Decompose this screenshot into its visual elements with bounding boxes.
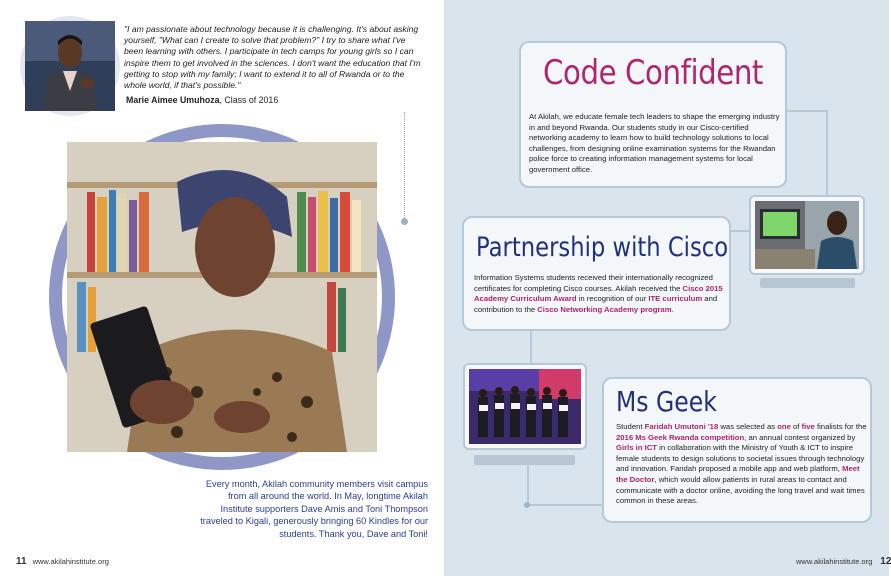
featured-photo-ring [49, 124, 395, 470]
computer-lab-photo-frame [749, 195, 865, 275]
code-confident-card [519, 41, 787, 188]
connector-line [826, 110, 828, 196]
page-number-left: 11 [16, 556, 27, 567]
quote-author [126, 95, 278, 105]
ms-geek-card [602, 377, 872, 523]
connector-line [787, 110, 827, 112]
connector-line [404, 112, 405, 222]
competition-highlight: 2016 Ms Geek Rwanda competition [616, 432, 745, 442]
connector-line [527, 465, 529, 505]
photo-caption-bar [760, 278, 855, 288]
girls-in-ict-highlight: Girls in ICT [616, 443, 658, 453]
left-footer [16, 556, 109, 567]
footer-url-right[interactable]: www.akilahinstitute.org [796, 557, 873, 566]
photo-caption-bar [474, 455, 575, 465]
code-confident-body: At Akilah, we educate female tech leaders to shape the emerging industry in and beyond Rwanda. Our students study in our Cisco-certified networking academy to learn how to build technology solutions to local challenges, from designing online examination systems for the Rwandan police force to creating information management systems for local government office. [529, 112, 780, 174]
cisco-title: Partnership with Cisco [476, 232, 729, 263]
connector-line [530, 331, 532, 363]
page-number-right: 12 [880, 556, 891, 567]
right-footer [796, 556, 891, 567]
ms-geek-finalists-photo-frame [463, 363, 587, 450]
footer-url-left[interactable]: www.akilahinstitute.org [32, 557, 109, 566]
ms-geek-title: Ms Geek [616, 385, 717, 418]
woman-reading-kindle-photo [67, 142, 377, 452]
connector-dot [401, 218, 408, 225]
cisco-award-highlight: Cisco 2015 Academy Curriculum Award [474, 283, 723, 304]
cisco-body: Information Systems students received their internationally recognized certificates for completing Cisco courses. Akilah received the Cisco 2015 Academy Curriculum Award in recognition of our ITE curriculum and contribution to the Cisco Networking Academy program. [474, 273, 723, 314]
cisco-partnership-card [462, 216, 731, 331]
connector-line [731, 230, 749, 232]
ms-geek-body: Student Faridah Umutoni '18 was selected as one of five finalists for the 2016 Ms Geek Rwanda competition, an annual contest organized by Girls in ICT in collaboration with the Ministry of Youth & ICT to inspire female students to design solutions to societal issues through technology and innovation. Faridah proposed a mobile app and web platform, Meet the Doctor, which would allow patients in rural areas to contact and communicate with a doctor online, avoiding the long travel and wait times common in these areas. [616, 422, 867, 506]
connector-line [527, 504, 602, 506]
ms-geek-finalists-photo [469, 369, 581, 444]
quote-author-class: , Class of 2016 [219, 95, 279, 105]
kindle-caption: Every month, Akilah community members visit campus from all around the world. In May, longtime Akilah Institute supporters Dave Amis and Toni Thompson traveled to Kigali, generously bringing 60 Kindles for our students. Thank you, Dave and Toni! [200, 479, 428, 539]
cisco-academy-highlight: Cisco Networking Academy program [537, 304, 672, 314]
meet-the-doctor-highlight: Meet the Doctor [616, 464, 860, 484]
connector-dot [524, 502, 530, 508]
code-confident-title: Code Confident [543, 53, 763, 93]
left-page [0, 0, 444, 576]
quote-author-name: Marie Aimee Umuhoza [126, 95, 220, 105]
computer-lab-photo [755, 201, 859, 269]
student-quote: "I am passionate about technology because it is challenging. It's about asking yourself, "What can I create to solve that problem?" I try to share what I've been learning with others. I participate in tech camps for young girls so I can inspire them to get involved in the sciences. I don't want the education that I'm getting to stop with my family; I want to extend it to all of Rwanda or to the whole world, if that's possible." [124, 24, 421, 91]
student-name-highlight: Faridah Umutoni '18 [644, 422, 719, 431]
ite-curriculum-highlight: ITE curriculum [648, 294, 703, 304]
student-portrait [20, 16, 120, 116]
